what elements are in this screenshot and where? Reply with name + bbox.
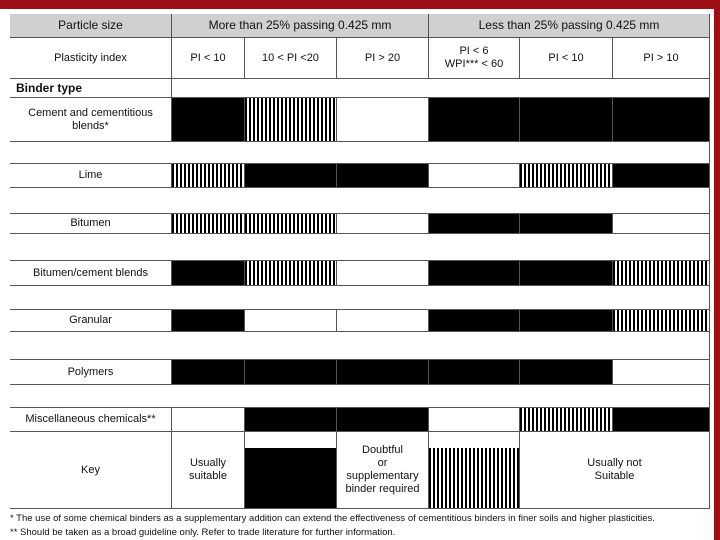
binder-row-4-cell-4: [429, 261, 520, 286]
header-particle-size: [10, 14, 172, 38]
binder-row-3-cell-6: [613, 214, 710, 234]
binder-row-5-cell-3: [337, 310, 429, 332]
binder-row-3-cell-2: [245, 214, 337, 234]
binder-row-2-cell-3: [337, 164, 429, 188]
binder-row-4-cell-1: [172, 261, 245, 286]
binder-label-3: [10, 214, 172, 234]
pi-column-2: [245, 38, 337, 79]
binder-row-7-cell-4: [429, 408, 520, 432]
key-not-suitable-text: Usually not Suitable: [587, 457, 642, 482]
pi-column-2-text: 10 < PI <20: [262, 51, 319, 64]
key-not-suitable: [520, 432, 710, 509]
binder-row-4-cell-5: [520, 261, 613, 286]
binder-type-spacer: [172, 79, 710, 98]
spacer-row-1: [10, 142, 710, 164]
header-plasticity-index: [10, 38, 172, 79]
binder-row-1-cell-5: [520, 98, 613, 142]
binder-label-1: [10, 98, 172, 142]
pi-column-4: [429, 38, 520, 79]
doubtful-swatch: [429, 448, 519, 508]
binder-label-7-text: Miscellaneous chemicals**: [25, 413, 156, 425]
pi-column-1-text: PI < 10: [190, 51, 226, 64]
header-particle-size-text: Particle size: [58, 18, 123, 32]
footnote-2: ** Should be taken as a broad guideline only. Refer to trade literature for further information.: [10, 527, 396, 538]
right-accent-bar: [714, 9, 720, 540]
binder-row-7-cell-5: [520, 408, 613, 432]
binder-type-label-text: Binder type: [16, 80, 83, 95]
binder-label-5: [10, 310, 172, 332]
binder-row-4-cell-3: [337, 261, 429, 286]
header-group-coarse: [172, 14, 429, 38]
pi-column-3-text: PI > 20: [364, 51, 401, 64]
binder-label-6-text: Polymers: [67, 365, 114, 378]
binder-row-6-cell-1: [172, 360, 245, 385]
binder-row-4-cell-2: [245, 261, 337, 286]
key-label-text: Key: [81, 463, 100, 476]
binder-row-5-cell-6: [613, 310, 710, 332]
binder-row-2-cell-5: [520, 164, 613, 188]
binder-row-5-cell-5: [520, 310, 613, 332]
binder-label-6: [10, 360, 172, 385]
binder-row-3-cell-1: [172, 214, 245, 234]
binder-label-4-text: Bitumen/cement blends: [33, 266, 148, 279]
header-group-fine: [429, 14, 710, 38]
header-group-coarse-text: More than 25% passing 0.425 mm: [208, 18, 392, 32]
binder-label-3-text: Bitumen: [70, 217, 111, 229]
binder-label-7: [10, 408, 172, 432]
binder-row-1-cell-6: [613, 98, 710, 142]
key-stripe-swatch: [429, 432, 520, 509]
binder-row-6-cell-4: [429, 360, 520, 385]
binder-row-7-cell-1: [172, 408, 245, 432]
binder-selection-table: [10, 14, 710, 509]
spacer-row-5: [10, 332, 710, 360]
binder-row-2-cell-2: [245, 164, 337, 188]
binder-label-2-text: Lime: [78, 169, 103, 181]
binder-row-3-cell-4: [429, 214, 520, 234]
binder-row-1-cell-4: [429, 98, 520, 142]
binder-row-1-cell-3: [337, 98, 429, 142]
header-group-fine-text: Less than 25% passing 0.425 mm: [478, 18, 660, 32]
key-label: [10, 432, 172, 509]
binder-row-6-cell-6: [613, 360, 710, 385]
pi-column-6-text: PI > 10: [643, 51, 679, 64]
pi-column-6: [613, 38, 710, 79]
binder-row-3-cell-3: [337, 214, 429, 234]
binder-label-5-text: Granular: [69, 314, 112, 326]
binder-row-6-cell-3: [337, 360, 429, 385]
binder-row-7-cell-6: [613, 408, 710, 432]
binder-row-3-cell-5: [520, 214, 613, 234]
spacer-row-3: [10, 234, 710, 261]
suitable-swatch: [245, 448, 336, 508]
key-doubtful-text: Doubtful or supplementary binder required: [345, 444, 420, 495]
binder-row-7-cell-3: [337, 408, 429, 432]
binder-row-1-cell-1: [172, 98, 245, 142]
pi-column-5-text: PI < 10: [548, 51, 584, 64]
binder-row-5-cell-1: [172, 310, 245, 332]
key-black-swatch: [245, 432, 337, 509]
binder-row-2-cell-1: [172, 164, 245, 188]
binder-row-1-cell-2: [245, 98, 337, 142]
binder-row-7-cell-2: [245, 408, 337, 432]
binder-row-6-cell-5: [520, 360, 613, 385]
binder-row-2-cell-6: [613, 164, 710, 188]
top-accent-bar: [0, 0, 720, 9]
binder-row-2-cell-4: [429, 164, 520, 188]
spacer-row-6: [10, 385, 710, 408]
binder-label-1-text: Cement and cementitious blends*: [28, 106, 153, 132]
binder-row-6-cell-2: [245, 360, 337, 385]
key-usually-suitable: [172, 432, 245, 509]
key-usually-suitable-text: Usually suitable: [189, 457, 227, 482]
spacer-row-2: [10, 188, 710, 214]
binder-row-5-cell-4: [429, 310, 520, 332]
binder-label-4: [10, 261, 172, 286]
pi-column-5: [520, 38, 613, 79]
pi-column-4-text: PI < 6 WPI*** < 60: [444, 45, 504, 70]
pi-column-1: [172, 38, 245, 79]
pi-column-3: [337, 38, 429, 79]
binder-label-2: [10, 164, 172, 188]
key-doubtful: [337, 432, 429, 509]
binder-row-5-cell-2: [245, 310, 337, 332]
binder-type-label: [10, 79, 172, 98]
header-plasticity-index-text: Plasticity index: [54, 51, 127, 64]
footnote-1: * The use of some chemical binders as a supplementary addition can extend the effectiveness of cementitious binders in finer soils and higher plasticities.: [10, 513, 655, 524]
binder-row-4-cell-6: [613, 261, 710, 286]
spacer-row-4: [10, 286, 710, 310]
